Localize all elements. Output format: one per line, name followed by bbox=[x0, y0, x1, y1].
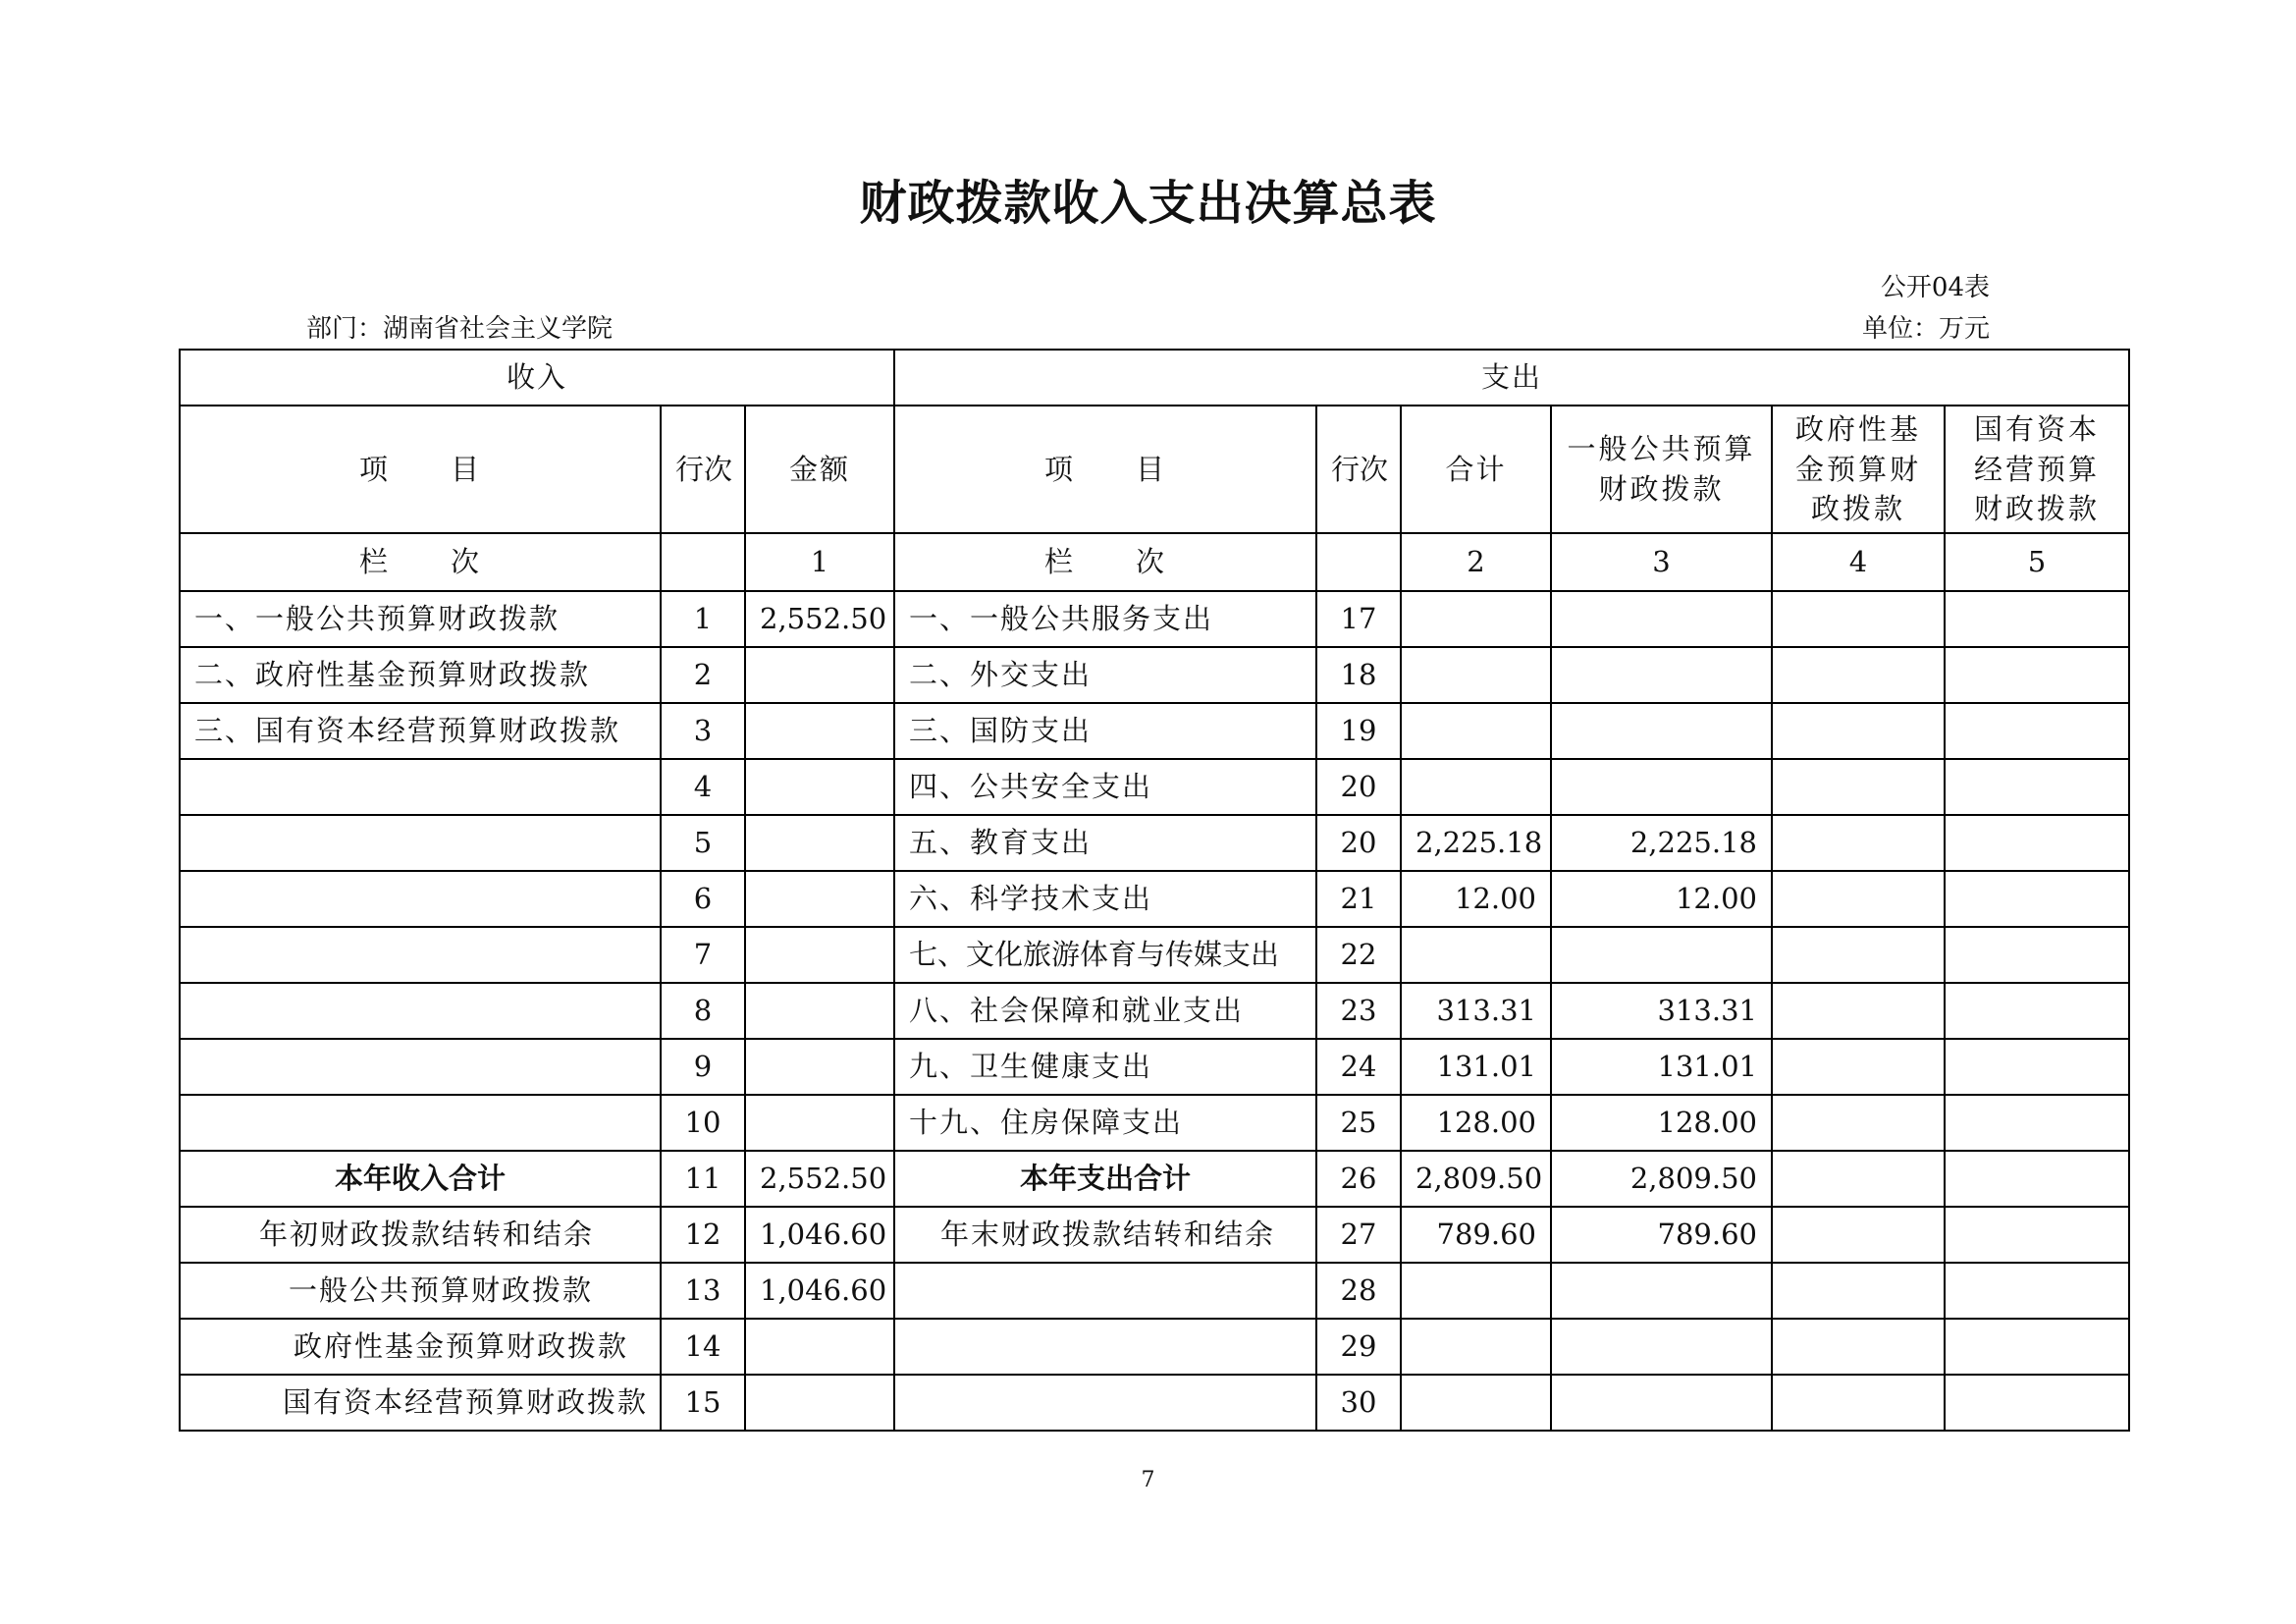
income-item: 一、一般公共预算财政拨款 bbox=[180, 591, 661, 647]
expense-line: 23 bbox=[1316, 983, 1401, 1039]
state-amount bbox=[1945, 871, 2129, 927]
expense-line: 21 bbox=[1316, 871, 1401, 927]
income-amount bbox=[745, 1095, 894, 1151]
col-number: 4 bbox=[1772, 533, 1945, 591]
income-header: 收入 bbox=[180, 350, 894, 406]
expense-line: 30 bbox=[1316, 1375, 1401, 1431]
table-row bbox=[180, 591, 2129, 647]
carry-row bbox=[180, 1207, 2129, 1263]
expense-item bbox=[894, 1263, 1316, 1319]
expense-col-label: 栏 次 bbox=[894, 533, 1316, 591]
expense-line: 29 bbox=[1316, 1319, 1401, 1375]
income-line: 3 bbox=[661, 703, 745, 759]
income-line: 15 bbox=[661, 1375, 745, 1431]
expense-line: 17 bbox=[1316, 591, 1401, 647]
general-amount: 2,225.18 bbox=[1551, 815, 1772, 871]
expense-line: 26 bbox=[1316, 1151, 1401, 1207]
expense-item: 八、社会保障和就业支出 bbox=[894, 983, 1316, 1039]
page-title: 财政拨款收入支出决算总表 bbox=[859, 176, 1437, 231]
expense-item: 六、科学技术支出 bbox=[894, 871, 1316, 927]
fund-amount bbox=[1772, 759, 1945, 815]
fund-amount bbox=[1772, 983, 1945, 1039]
col-number: 5 bbox=[1945, 533, 2129, 591]
section-header-row bbox=[180, 350, 2129, 406]
expense-total-label: 本年支出合计 bbox=[894, 1151, 1316, 1207]
income-line: 8 bbox=[661, 983, 745, 1039]
expense-line: 20 bbox=[1316, 759, 1401, 815]
general-amount bbox=[1551, 1319, 1772, 1375]
income-line: 4 bbox=[661, 759, 745, 815]
expense-line-header: 行次 bbox=[1316, 406, 1401, 533]
general-amount: 12.00 bbox=[1551, 871, 1772, 927]
state-amount bbox=[1945, 703, 2129, 759]
state-amount bbox=[1945, 927, 2129, 983]
table-row bbox=[180, 815, 2129, 871]
general-amount: 131.01 bbox=[1551, 1039, 1772, 1095]
total-amount: 12.00 bbox=[1401, 871, 1551, 927]
state-amount bbox=[1945, 815, 2129, 871]
expense-item: 七、文化旅游体育与传媒支出 bbox=[894, 927, 1316, 983]
income-amount bbox=[745, 647, 894, 703]
state-amount bbox=[1945, 1207, 2129, 1263]
total-amount bbox=[1401, 1263, 1551, 1319]
fund-amount bbox=[1772, 1039, 1945, 1095]
income-line: 5 bbox=[661, 815, 745, 871]
income-item: 一般公共预算财政拨款 bbox=[180, 1263, 661, 1319]
table-row bbox=[180, 927, 2129, 983]
income-line: 13 bbox=[661, 1263, 745, 1319]
column-number-row bbox=[180, 533, 2129, 591]
expense-item-header: 项 目 bbox=[894, 406, 1316, 533]
income-line: 7 bbox=[661, 927, 745, 983]
expense-line: 27 bbox=[1316, 1207, 1401, 1263]
table-row bbox=[180, 703, 2129, 759]
col-number: 3 bbox=[1551, 533, 1772, 591]
general-amount bbox=[1551, 647, 1772, 703]
income-item bbox=[180, 1095, 661, 1151]
state-amount bbox=[1945, 647, 2129, 703]
income-amount: 2,552.50 bbox=[745, 1151, 894, 1207]
income-amount-header: 金额 bbox=[745, 406, 894, 533]
income-item bbox=[180, 815, 661, 871]
expense-line: 25 bbox=[1316, 1095, 1401, 1151]
carry-row bbox=[180, 1319, 2129, 1375]
cell bbox=[661, 533, 745, 591]
expense-item bbox=[894, 1319, 1316, 1375]
general-amount bbox=[1551, 927, 1772, 983]
income-total-label: 本年收入合计 bbox=[180, 1151, 661, 1207]
total-amount bbox=[1401, 927, 1551, 983]
unit-label: 单位：万元 bbox=[1861, 314, 1990, 344]
general-amount bbox=[1551, 703, 1772, 759]
table-row bbox=[180, 1039, 2129, 1095]
expense-item: 二、外交支出 bbox=[894, 647, 1316, 703]
general-amount bbox=[1551, 759, 1772, 815]
expense-line: 24 bbox=[1316, 1039, 1401, 1095]
general-amount bbox=[1551, 1375, 1772, 1431]
income-amount: 2,552.50 bbox=[745, 591, 894, 647]
page-number: 7 bbox=[1141, 1468, 1155, 1492]
totals-row bbox=[180, 1151, 2129, 1207]
fund-amount bbox=[1772, 647, 1945, 703]
state-amount bbox=[1945, 759, 2129, 815]
income-amount bbox=[745, 815, 894, 871]
income-item-header: 项 目 bbox=[180, 406, 661, 533]
column-header-row bbox=[180, 406, 2129, 533]
expense-line: 22 bbox=[1316, 927, 1401, 983]
income-item: 政府性基金预算财政拨款 bbox=[180, 1319, 661, 1375]
fund-amount bbox=[1772, 815, 1945, 871]
expense-line: 19 bbox=[1316, 703, 1401, 759]
general-amount: 128.00 bbox=[1551, 1095, 1772, 1151]
state-amount bbox=[1945, 1319, 2129, 1375]
expense-line: 18 bbox=[1316, 647, 1401, 703]
income-line-header: 行次 bbox=[661, 406, 745, 533]
general-amount: 313.31 bbox=[1551, 983, 1772, 1039]
fund-amount bbox=[1772, 1375, 1945, 1431]
expense-item: 一、一般公共服务支出 bbox=[894, 591, 1316, 647]
fiscal-summary-table bbox=[179, 349, 2130, 1432]
income-item bbox=[180, 871, 661, 927]
income-line: 11 bbox=[661, 1151, 745, 1207]
income-item: 国有资本经营预算财政拨款 bbox=[180, 1375, 661, 1431]
income-amount bbox=[745, 1319, 894, 1375]
general-amount bbox=[1551, 1263, 1772, 1319]
income-amount bbox=[745, 871, 894, 927]
income-line: 1 bbox=[661, 591, 745, 647]
fund-amount bbox=[1772, 927, 1945, 983]
cell bbox=[1316, 533, 1401, 591]
income-item bbox=[180, 983, 661, 1039]
income-amount bbox=[745, 703, 894, 759]
state-capital-header: 国有资本经营预算财政拨款 bbox=[1945, 406, 2129, 533]
total-amount: 789.60 bbox=[1401, 1207, 1551, 1263]
state-amount bbox=[1945, 983, 2129, 1039]
state-amount bbox=[1945, 591, 2129, 647]
table-row bbox=[180, 647, 2129, 703]
income-amount bbox=[745, 927, 894, 983]
table-row bbox=[180, 983, 2129, 1039]
table-row bbox=[180, 871, 2129, 927]
expense-item bbox=[894, 1375, 1316, 1431]
total-amount bbox=[1401, 1375, 1551, 1431]
table-row bbox=[180, 1095, 2129, 1151]
total-amount: 128.00 bbox=[1401, 1095, 1551, 1151]
total-amount bbox=[1401, 1319, 1551, 1375]
income-amount bbox=[745, 1375, 894, 1431]
income-item bbox=[180, 1039, 661, 1095]
income-amount: 1,046.60 bbox=[745, 1263, 894, 1319]
col-number: 2 bbox=[1401, 533, 1551, 591]
fund-amount bbox=[1772, 1151, 1945, 1207]
form-number: 公开04表 bbox=[1880, 273, 1990, 302]
total-amount: 313.31 bbox=[1401, 983, 1551, 1039]
expense-item: 九、卫生健康支出 bbox=[894, 1039, 1316, 1095]
total-amount: 2,809.50 bbox=[1401, 1151, 1551, 1207]
income-amount: 1,046.60 bbox=[745, 1207, 894, 1263]
total-amount bbox=[1401, 647, 1551, 703]
expense-item: 年末财政拨款结转和结余 bbox=[894, 1207, 1316, 1263]
col-number: 1 bbox=[745, 533, 894, 591]
state-amount bbox=[1945, 1151, 2129, 1207]
income-line: 6 bbox=[661, 871, 745, 927]
fund-amount bbox=[1772, 1207, 1945, 1263]
expense-header: 支出 bbox=[894, 350, 2129, 406]
carry-row bbox=[180, 1263, 2129, 1319]
income-line: 12 bbox=[661, 1207, 745, 1263]
total-amount bbox=[1401, 759, 1551, 815]
state-amount bbox=[1945, 1375, 2129, 1431]
expense-item: 十九、住房保障支出 bbox=[894, 1095, 1316, 1151]
income-item bbox=[180, 927, 661, 983]
general-amount: 789.60 bbox=[1551, 1207, 1772, 1263]
total-amount bbox=[1401, 703, 1551, 759]
income-item: 年初财政拨款结转和结余 bbox=[180, 1207, 661, 1263]
fund-amount bbox=[1772, 1319, 1945, 1375]
income-item bbox=[180, 759, 661, 815]
total-header: 合计 bbox=[1401, 406, 1551, 533]
income-col-label: 栏 次 bbox=[180, 533, 661, 591]
general-amount: 2,809.50 bbox=[1551, 1151, 1772, 1207]
expense-item: 四、公共安全支出 bbox=[894, 759, 1316, 815]
expense-item: 五、教育支出 bbox=[894, 815, 1316, 871]
income-amount bbox=[745, 1039, 894, 1095]
fund-amount bbox=[1772, 1263, 1945, 1319]
fund-amount bbox=[1772, 591, 1945, 647]
general-amount bbox=[1551, 591, 1772, 647]
table-row bbox=[180, 759, 2129, 815]
total-amount: 131.01 bbox=[1401, 1039, 1551, 1095]
total-amount bbox=[1401, 591, 1551, 647]
general-budget-header: 一般公共预算财政拨款 bbox=[1551, 406, 1772, 533]
income-item: 二、政府性基金预算财政拨款 bbox=[180, 647, 661, 703]
carry-row bbox=[180, 1375, 2129, 1431]
expense-line: 20 bbox=[1316, 815, 1401, 871]
income-line: 14 bbox=[661, 1319, 745, 1375]
fund-amount bbox=[1772, 871, 1945, 927]
state-amount bbox=[1945, 1095, 2129, 1151]
fund-amount bbox=[1772, 1095, 1945, 1151]
income-amount bbox=[745, 983, 894, 1039]
income-line: 9 bbox=[661, 1039, 745, 1095]
income-line: 2 bbox=[661, 647, 745, 703]
department-label: 部门：湖南省社会主义学院 bbox=[306, 314, 614, 344]
state-amount bbox=[1945, 1263, 2129, 1319]
income-amount bbox=[745, 759, 894, 815]
income-item: 三、国有资本经营预算财政拨款 bbox=[180, 703, 661, 759]
fund-budget-header: 政府性基金预算财政拨款 bbox=[1772, 406, 1945, 533]
income-line: 10 bbox=[661, 1095, 745, 1151]
expense-line: 28 bbox=[1316, 1263, 1401, 1319]
state-amount bbox=[1945, 1039, 2129, 1095]
total-amount: 2,225.18 bbox=[1401, 815, 1551, 871]
fund-amount bbox=[1772, 703, 1945, 759]
expense-item: 三、国防支出 bbox=[894, 703, 1316, 759]
